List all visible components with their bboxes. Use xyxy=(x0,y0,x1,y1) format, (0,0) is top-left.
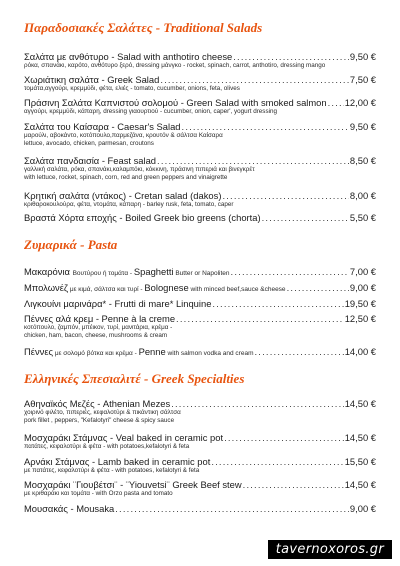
item-inline-description: with salmon vodka and cream xyxy=(165,350,254,357)
item-inline-description: Butter or Napoliten xyxy=(173,270,230,277)
item-price: 12,00 € xyxy=(344,97,376,108)
menu-item xyxy=(24,398,376,425)
item-name: Μπολωνέζ xyxy=(24,282,69,293)
item-name-english: Penne xyxy=(138,346,166,357)
item-price: 7,00 € xyxy=(349,266,376,277)
menu-item xyxy=(24,155,376,182)
item-price: 5,50 € xyxy=(349,212,376,223)
item-description: τομάτα,αγγούρι, κρεμμύδι, φέτα, ελιές - tomato, cucumber, onions, feta, olives xyxy=(24,85,240,92)
menu-item xyxy=(24,503,376,514)
item-name: Σαλάτα του Καίσαρα - Caesar's Salad xyxy=(24,121,181,132)
item-name: Μουσακάς - Mousaka xyxy=(24,503,115,514)
item-price: 15,50 € xyxy=(344,456,376,467)
item-name: Αθηναϊκός Μεζές - Athenian Mezes xyxy=(24,398,171,409)
item-name: Κρητική σαλάτα (ντάκος) - Cretan salad (dakos) xyxy=(24,190,222,201)
item-name: Πράσινη Σαλάτα Καπνιστού σολομού - Green Salad with smoked salmon xyxy=(24,97,327,108)
item-description: χοιρινό φιλέτο, πιπεριές, κεφαλοτύρι & πικάντικη σάλτσα xyxy=(24,409,181,416)
section-title-pasta: Ζυμαρικά - Pasta xyxy=(24,237,118,252)
item-description: μαρούλι, αβοκάντο, κοτόπουλο,παρμεζάνα, κρουτόν & σάλτσα Καίσαρα xyxy=(24,132,223,139)
item-description: lettuce, avocado, chicken, parmesan, croutons xyxy=(24,140,154,147)
item-price: 9,00 € xyxy=(349,503,376,514)
item-price: 14,00 € xyxy=(344,346,376,357)
item-description: ρόκα, σπανάκι, καρότο, ανθότυρο ξερό, dressing μάνγκο - rocket, spinach, carrot, anthotiro, dressing mango xyxy=(24,62,326,69)
item-price: 9,50 € xyxy=(349,121,376,132)
menu-item xyxy=(24,190,376,209)
item-name: Βραστά Χόρτα εποχής - Boiled Greek bio greens (chorta) xyxy=(24,212,261,223)
item-price: 12,50 € xyxy=(344,313,376,324)
item-name: Λιγκουίνι μαρινάρα* - Frutti di mare* Linquine xyxy=(24,298,212,309)
item-description: πατάτες, κεφαλοτύρι & φέτα - with potatoes,kefalotyri & feta xyxy=(24,443,190,450)
item-price: 7,50 € xyxy=(349,74,376,85)
item-name: Χωριάτικη σαλάτα - Greek Salad xyxy=(24,74,160,85)
item-name-english: Bolognese xyxy=(144,282,189,293)
item-description: pork fillet , peppers, "Kefalotyri" cheese & spicy sauce xyxy=(24,417,175,424)
menu-item xyxy=(24,212,376,223)
item-price: 14,50 € xyxy=(344,432,376,443)
item-price: 8,00 € xyxy=(349,190,376,201)
website-watermark: tavernoxoros.gr xyxy=(268,540,392,559)
menu-item xyxy=(24,298,376,309)
item-description: κοτόπουλο, ζαμπόν, μπέικον, τυρί, μανιτάρια, κρέμα - xyxy=(24,324,173,331)
menu-item xyxy=(24,51,376,70)
section-title-greek-specialties: Ελληνικές Σπεσιαλιτέ - Greek Specialties xyxy=(24,371,245,386)
item-description: με πατάτες, κεφαλοτύρι & φέτα - with potatoes, kefalotyri & feta xyxy=(24,467,200,474)
menu-item xyxy=(24,97,376,116)
menu-item xyxy=(24,456,376,475)
item-price: 14,50 € xyxy=(344,479,376,490)
item-price: 9,50 € xyxy=(349,51,376,62)
item-name: Σαλάτα πανδαισία - Feast salad xyxy=(24,155,157,166)
menu-item xyxy=(24,282,376,295)
item-description: με κριθαράκι και τομάτα - with Orzo pasta and tomato xyxy=(24,490,173,497)
item-name: Πέννες αλά κρεμ - Penne à la creme xyxy=(24,313,176,324)
menu-item xyxy=(24,74,376,93)
item-name-english: Spaghetti xyxy=(133,266,174,277)
item-price: 9,00 € xyxy=(349,282,376,293)
item-name: Μοσχαράκι Στάμνας - Veal baked in ceramic pot xyxy=(24,432,224,443)
item-inline-description: με κιμά, σάλτσα και τυρί - xyxy=(68,286,145,293)
item-description: αγγούρι, κρεμμύδι, κάπαρη, dressing γιαουρτιού - cucumber, onion, caper', yogurt dressing xyxy=(24,108,278,115)
item-name: Μοσχαράκι ¨Γιουβέτσι¨ - ¨Yiouvetsi¨ Greek Beef stew xyxy=(24,479,242,490)
item-inline-description: Βουτύρου ή τομάτα - xyxy=(72,270,134,277)
item-description: chicken, ham, bacon, cheese, mushrooms & cream xyxy=(24,332,168,339)
item-description: with lettuce, rocket, spinach, corn, red and green peppers and vinaigrette xyxy=(24,174,228,181)
item-inline-description: με σολομό βότκα και κρέμα - xyxy=(53,350,139,357)
item-description: γαλλική σαλάτα, ρόκα, σπανάκι,καλαμπόκι, κόκκινη, πράσινη πιπεριά και βινεγκρέτ xyxy=(24,166,255,173)
item-price: 14,50 € xyxy=(344,398,376,409)
item-price: 8,50 € xyxy=(349,155,376,166)
menu-item xyxy=(24,121,376,148)
item-name: Σαλάτα με ανθότυρο - Salad with anthotiro cheese xyxy=(24,51,233,62)
item-description: κριθαροκουλούρα, φέτα, ντομάτα, κάπαρη - barley rusk, feta, tomato, caper xyxy=(24,201,234,208)
item-name: Αρνάκι Στάμνας - Lamb baked in ceramic pot xyxy=(24,456,211,467)
item-price: 19,50 € xyxy=(344,298,376,309)
menu-item xyxy=(24,313,376,340)
menu-item xyxy=(24,266,376,279)
menu-item xyxy=(24,346,376,359)
item-name: Πέννες xyxy=(24,346,54,357)
item-inline-description: with minced beef,sauce &cheese xyxy=(188,286,286,293)
section-title-salads: Παραδοσιακές Σαλάτες - Traditional Salads xyxy=(24,20,263,35)
menu-item xyxy=(24,432,376,451)
item-name: Μακαρόνια xyxy=(24,266,70,277)
menu-item xyxy=(24,479,376,498)
